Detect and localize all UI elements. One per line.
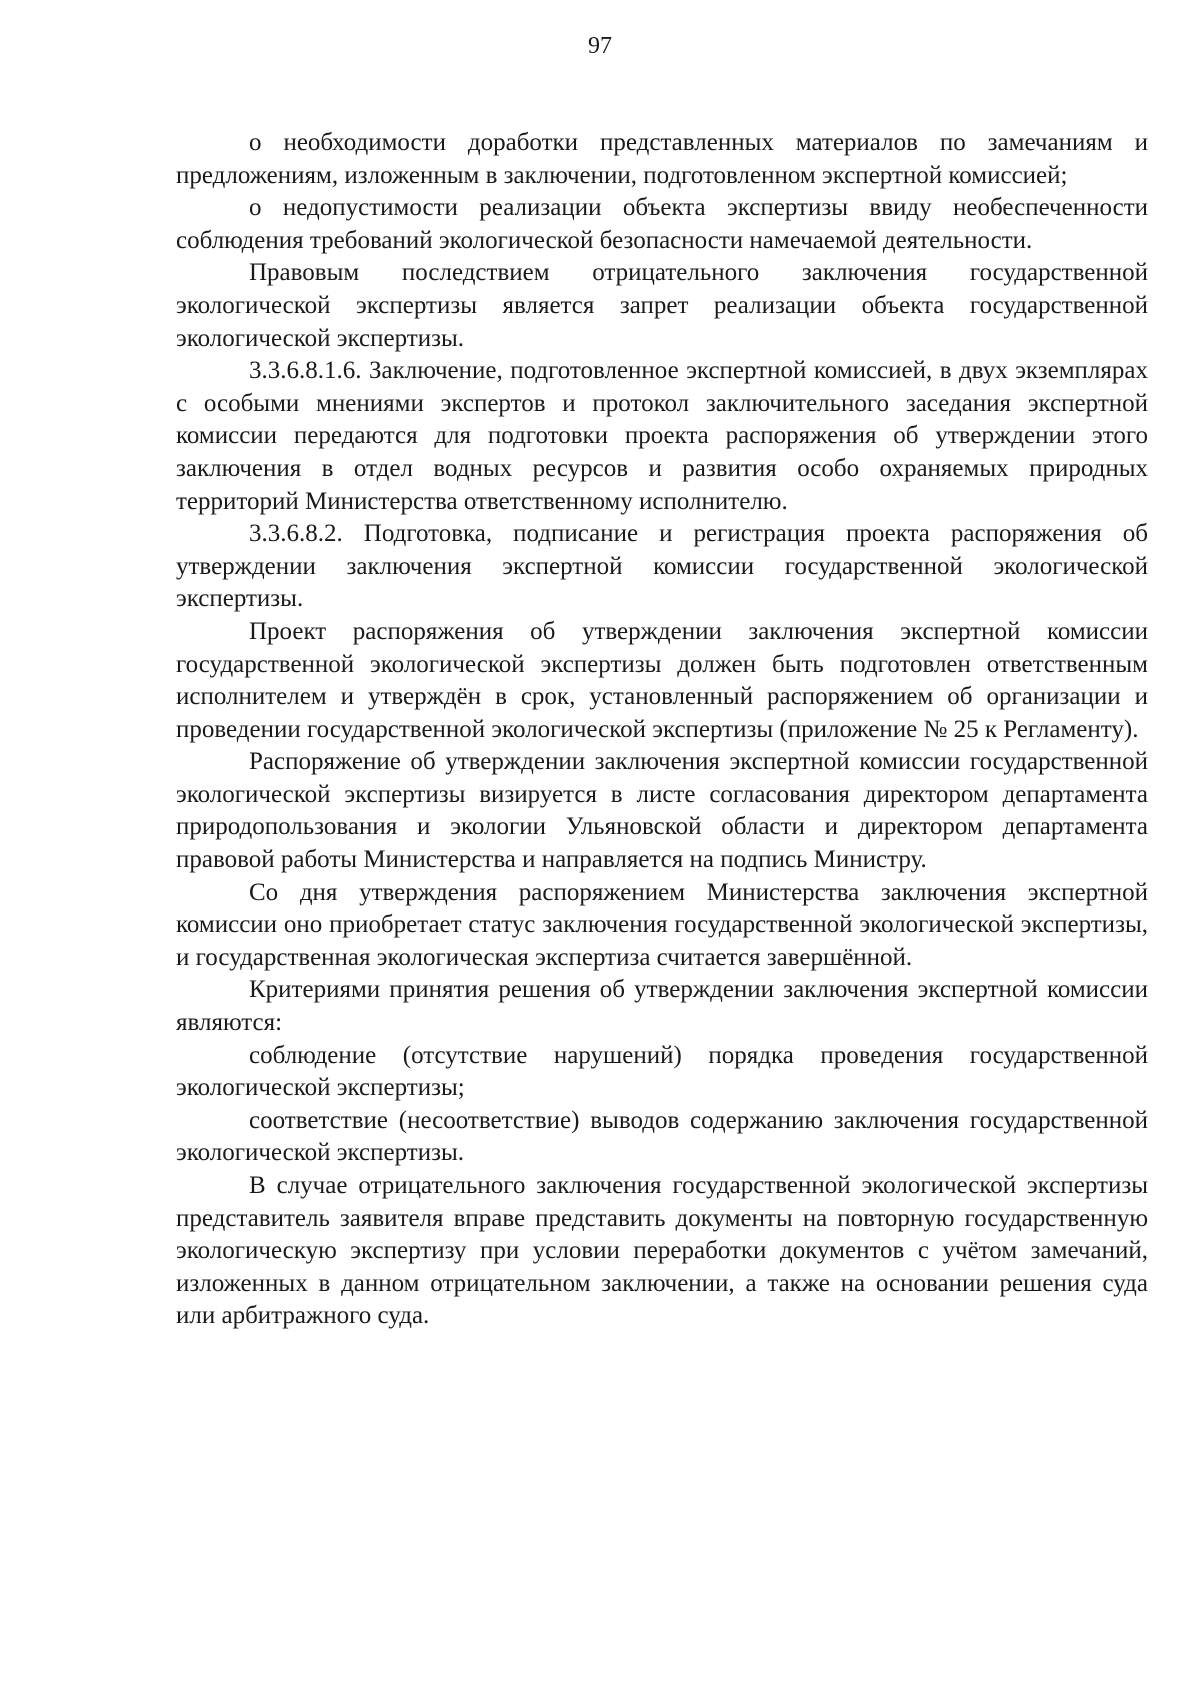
paragraph: Со дня утверждения распоряжением Министерства заключения экспертной комиссии оно приобретает статус заключения государственной экологической экспертизы, и государственная экологическая экспертиза считается завершённой. [176,878,1148,971]
paragraph: о необходимости доработки представленных материалов по замечаниям и предложениям, изложенным в заключении, подготовленном экспертной комиссией; [176,129,1148,189]
paragraph: соответствие (несоответствие) выводов содержанию заключения государственной экологической экспертизы. [176,1106,1148,1167]
paragraph: Проект распоряжения об утверждении заключения экспертной комиссии государственной экологической экспертизы должен быть подготовлен ответственным исполнителем и утверждён в срок, установленный распоряжением об организации и проведении государственной экологической экспертизы (приложение № 25 к Регламенту). [176,617,1148,743]
paragraph: 3.3.6.8.2. Подготовка, подписание и регистрация проекта распоряжения об утверждении заключения экспертной комиссии государственной экологической экспертизы. [176,520,1148,613]
paragraph: о недопустимости реализации объекта экспертизы ввиду необеспеченности соблюдения требований экологической безопасности намечаемой деятельности. [176,194,1148,254]
paragraph: Критериями принятия решения об утверждении заключения экспертной комиссии являются: [176,976,1148,1037]
page-number: 97 [588,33,612,59]
paragraph: Правовым последствием отрицательного заключения государственной экологической экспертизы является запрет реализации объекта государственной экологической экспертизы. [176,259,1148,352]
document-body [176,127,1148,1333]
paragraph: В случае отрицательного заключения государственной экологической экспертизы представитель заявителя вправе представить документы на повторную государственную экологическую экспертизу при условии переработки документов с учётом замечаний, изложенных в данном отрицательном заключении, а также на основании решения суда или арбитражного суда. [176,1172,1148,1330]
paragraph: соблюдение (отсутствие нарушений) порядка проведения государственной экологической экспертизы; [176,1041,1148,1102]
paragraph: 3.3.6.8.1.6. Заключение, подготовленное экспертной комиссией, в двух экземплярах с особыми мнениями экспертов и протокол заключительного заседания экспертной комиссии передаются для подготовки проекта распоряжения об утверждении этого заключения в отдел водных ресурсов и развития особо охраняемых природных территорий Министерства ответственному исполнителю. [176,357,1148,515]
paragraph: Распоряжение об утверждении заключения экспертной комиссии государственной экологической экспертизы визируется в листе согласования директором департамента природопользования и экологии Ульяновской области и директором департамента правовой работы Министерства и направляется на подпись Министру. [176,748,1148,874]
